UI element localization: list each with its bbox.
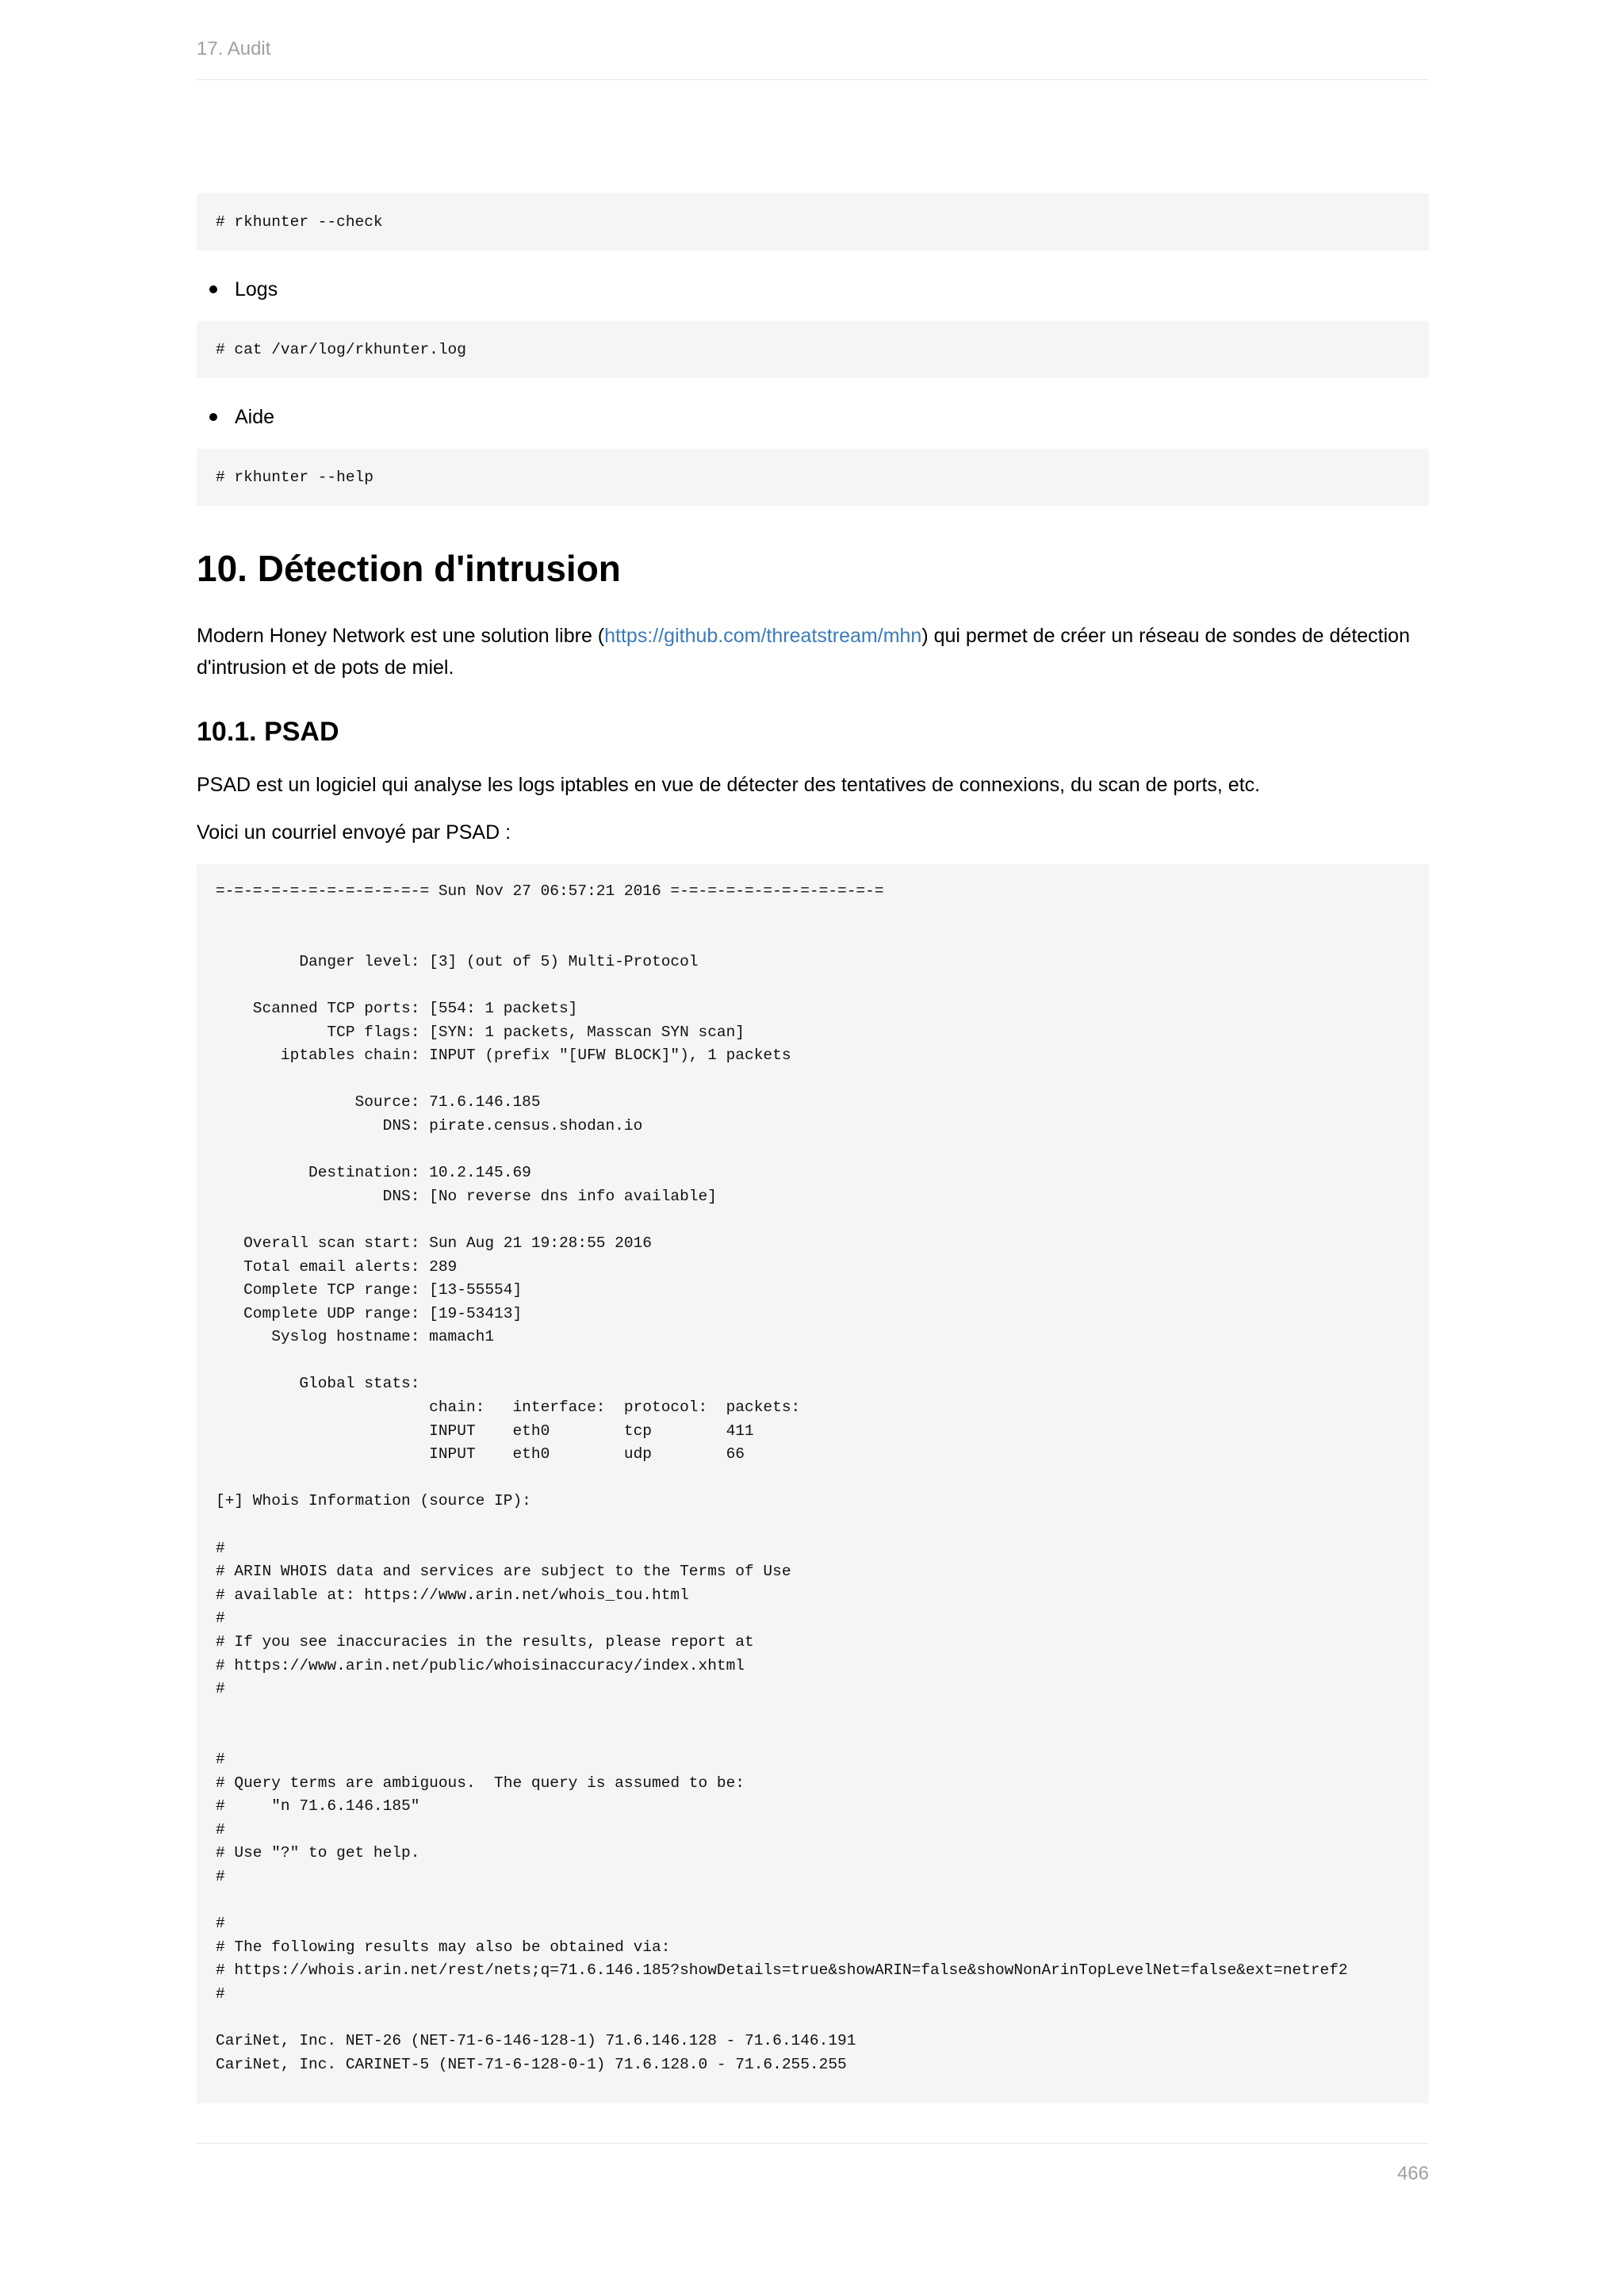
code-block-logs: # cat /var/log/rkhunter.log	[197, 321, 1429, 378]
subsection-heading: 10.1. PSAD	[197, 717, 339, 747]
bullet-icon	[209, 413, 217, 421]
intro-text-start: Modern Honey Network est une solution libre (	[197, 625, 605, 647]
psad-mail-code-block: =-=-=-=-=-=-=-=-=-=-=-= Sun Nov 27 06:57:21 2016 =-=-=-=-=-=-=-=-=-=-=-= Danger level: [3] (out of 5) Multi-Protocol Scanned TCP ports: [554: 1 packets] TCP flags: [SYN: 1 packets, Masscan SYN scan] iptables chain: INPUT (prefix "[UFW BLOCK]"), 1 packets Source: 71.6.146.185 DNS: pirate.census.shodan.io Destination: 10.2.145.69 DNS: [No reverse dns info available] Overall scan start: Sun Aug 21 19:28:55 2016 Total email alerts: 289 Complete TCP range: [13-55554] Complete UDP range: [19-53413] Syslog hostname: mamach1 Global stats: chain: interface: protocol: packets: INPUT eth0 tcp 411 INPUT eth0 udp 66 [+] Whois Information (source IP): # # ARIN WHOIS data and services are subject to the Terms of Use # available at: https://www.arin.net/whois_tou.html # # If you see inaccuracies in the results, please report at # https://www.arin.net/public/whoisinaccuracy/index.xhtml # # # Query terms are ambiguous. The query is assumed to be: # "n 71.6.146.185" # # Use "?" to get help. # # # The following results may also be obtained via: # https://whois.arin.net/rest/nets;q=71.6.146.185?showDetails=true&showARIN=false&showNonArinTopLevelNet=false&ext=netref2 # CariNet, Inc. NET-26 (NET-71-6-146-128-1) 71.6.146.128 - 71.6.146.191 CariNet, Inc. CARINET-5 (NET-71-6-128-0-1) 71.6.128.0 - 71.6.255.255	[197, 864, 1429, 2103]
section-heading: 10. Détection d'intrusion	[197, 548, 621, 589]
intro-text-end: ) qui permet de créer un réseau de sondes de détection d'intrusion et de pots de miel.	[197, 625, 1410, 679]
header-divider	[197, 79, 1429, 80]
list-item-label: Logs	[235, 278, 278, 300]
list-item-label: Aide	[235, 406, 275, 428]
page-number: 466	[1396, 2163, 1429, 2184]
bullet-icon	[209, 285, 217, 293]
code-block-help: # rkhunter --help	[197, 449, 1429, 506]
psad-description: PSAD est un logiciel qui analyse les logs iptables en vue de détecter des tentatives de connexions, du scan de ports, etc.	[197, 774, 1261, 796]
section-intro	[197, 620, 1429, 683]
code-block-check: # rkhunter --check	[197, 193, 1429, 251]
mhn-link[interactable]: https://github.com/threatstream/mhn	[604, 625, 922, 647]
mail-intro: Voici un courriel envoyé par PSAD :	[197, 821, 511, 844]
footer-divider	[197, 2143, 1429, 2144]
running-header: 17. Audit	[197, 38, 271, 59]
